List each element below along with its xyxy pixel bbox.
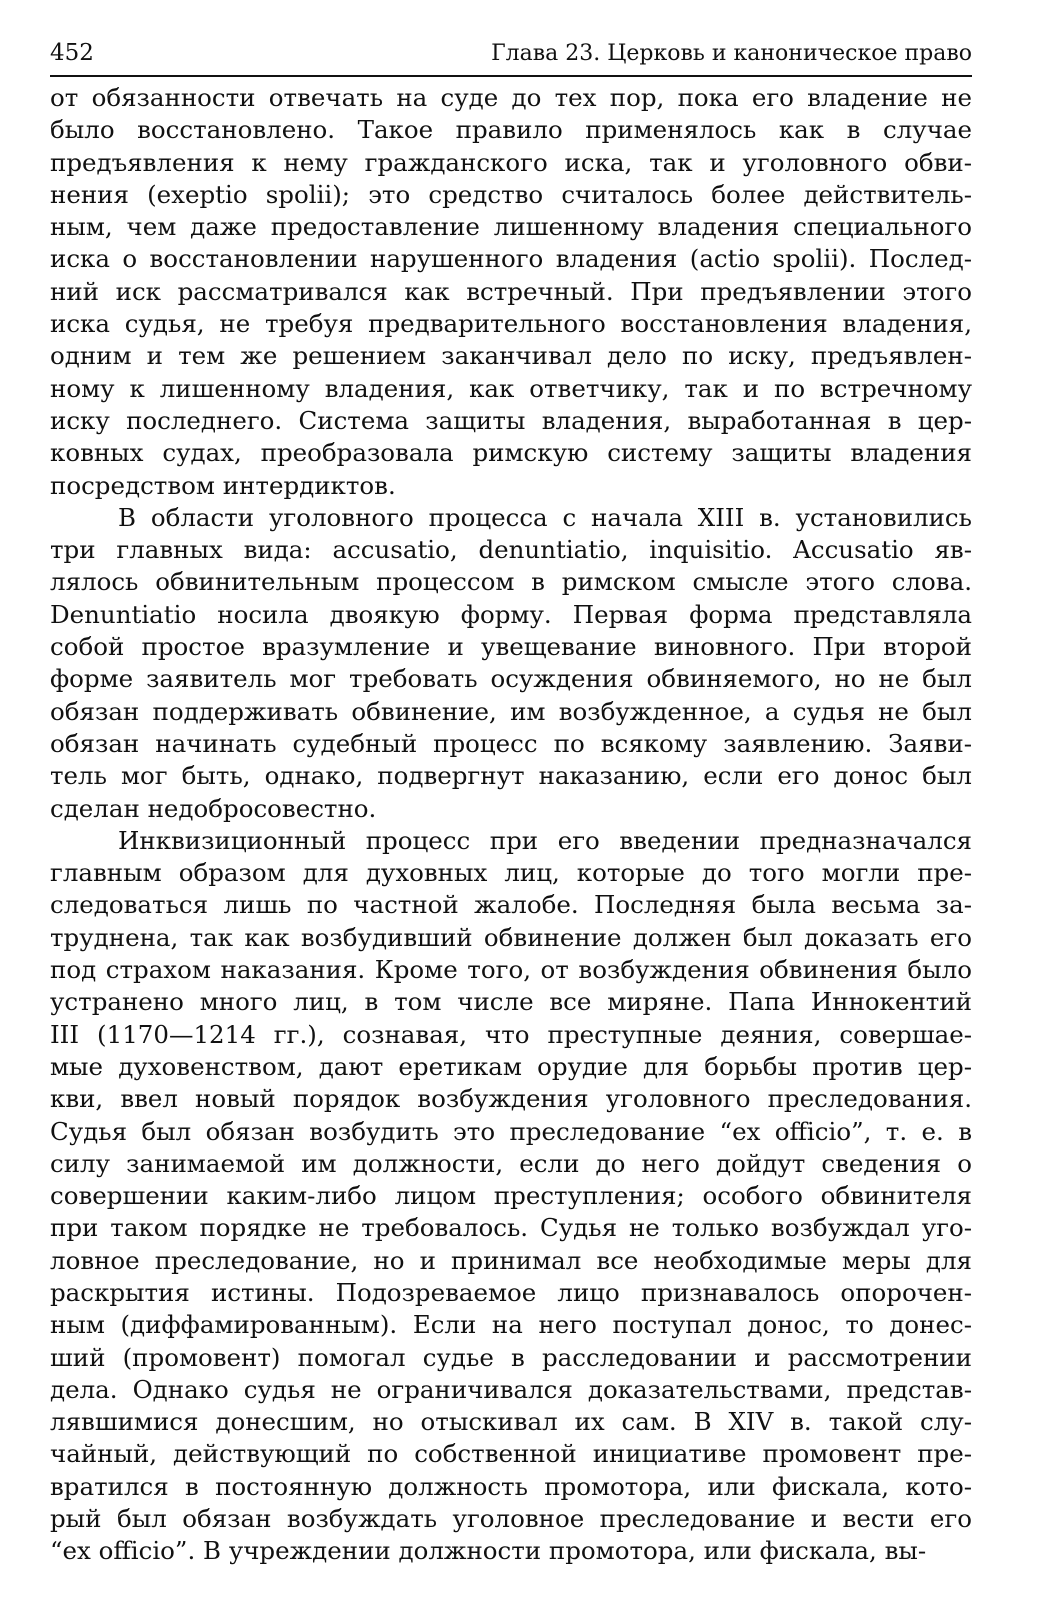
text-line: чайный, действующий по собственной инициативе промовент пре-: [50, 1439, 972, 1469]
text-line: иска судья, не требуя предварительного восстановления владения,: [50, 309, 972, 339]
text-line: ший (промовент) помогал судье в расследовании и рассмотрении: [50, 1342, 972, 1372]
text-line: обязан начинать судебный процесс по всякому заявлению. Заяви-: [50, 728, 972, 758]
text-line: совершении каким-либо лицом преступления; особого обвинителя: [50, 1181, 972, 1211]
text-line: Инквизиционный процесс при его введении предназначался: [118, 825, 972, 855]
text-line: “ex officio”. В учреждении должности промотора, или фискала, вы-: [50, 1536, 927, 1566]
paragraph: [50, 825, 972, 1568]
text-line: В области уголовного процесса с начала XIII в. установились: [118, 502, 972, 532]
text-line: ний иск рассматривался как встречный. При предъявлении этого: [50, 276, 972, 306]
text-line: силу занимаемой им должности, если до него дойдут сведения о: [50, 1148, 972, 1178]
text-line: тель мог быть, однако, подвергнут наказанию, если его донос был: [50, 761, 972, 791]
book-page: [50, 38, 972, 1568]
text-line: Denuntiatio носила двоякую форму. Первая форма представляла: [50, 599, 972, 629]
text-line: ковных судах, преобразовала римскую систему защиты владения: [50, 438, 972, 468]
text-line: дела. Однако судья не ограничивался доказательствами, представ-: [50, 1374, 972, 1404]
text-line: труднена, так как возбудивший обвинение должен был доказать его: [50, 922, 972, 952]
text-line: устранено много лиц, в том числе все миряне. Папа Иннокентий: [50, 987, 972, 1017]
text-line: форме заявитель мог требовать осуждения обвиняемого, но не был: [50, 664, 972, 694]
text-line: при таком порядке не требовалось. Судья не только возбуждал уго-: [50, 1213, 972, 1243]
text-line: обязан поддерживать обвинение, им возбужденное, а судья не был: [50, 696, 972, 726]
running-title: Глава 23. Церковь и каноническое право: [491, 41, 972, 66]
text-line: иску последнего. Система защиты владения, выработанная в цер-: [50, 405, 972, 435]
text-line: одним и тем же решением заканчивал дело по иску, предъявлен-: [50, 341, 972, 371]
text-line: ным (диффамированным). Если на него поступал донос, то донес-: [50, 1310, 972, 1340]
running-header: [50, 38, 972, 77]
text-line: было восстановлено. Такое правило применялось как в случае: [50, 115, 972, 145]
text-line: мые духовенством, дают еретикам орудие для борьбы против цер-: [50, 1051, 972, 1081]
text-line: рый был обязан возбуждать уголовное преследование и вести его: [50, 1504, 972, 1534]
text-line: иска о восстановлении нарушенного владения (actio spolii). Послед-: [50, 244, 972, 274]
text-line: лявшимися донесшим, но отыскивал их сам. В XIV в. такой слу-: [50, 1407, 972, 1437]
text-line: под страхом наказания. Кроме того, от возбуждения обвинения было: [50, 955, 972, 985]
text-line: нения (exeptio spolii); это средство считалось более действитель-: [50, 179, 972, 209]
text-line: вратился в постоянную должность промотора, или фискала, кото-: [50, 1471, 972, 1501]
body-text: [50, 82, 972, 1568]
text-line: от обязанности отвечать на суде до тех пор, пока его владение не: [50, 83, 972, 112]
paragraph: [50, 502, 972, 825]
text-line: посредством интердиктов.: [50, 470, 396, 500]
text-line: Судья был обязан возбудить это преследование “ex officio”, т. е. в: [50, 1116, 972, 1146]
text-line: следоваться лишь по частной жалобе. Последняя была весьма за-: [50, 890, 972, 920]
text-line: предъявления к нему гражданского иска, так и уголовного обви-: [50, 147, 972, 177]
text-line: раскрытия истины. Подозреваемое лицо признавалось опорочен-: [50, 1277, 972, 1307]
text-line: лялось обвинительным процессом в римском смысле этого слова.: [50, 567, 972, 597]
text-line: кви, ввел новый порядок возбуждения уголовного преследования.: [50, 1084, 972, 1114]
text-line: ным, чем даже предоставление лишенному владения специального: [50, 212, 972, 242]
page-number: 452: [50, 40, 94, 66]
text-line: ному к лишенному владения, как ответчику, так и по встречному: [50, 373, 972, 403]
text-line: три главных вида: accusatio, denuntiatio, inquisitio. Accusatio яв-: [50, 535, 972, 565]
text-line: сделан недобросовестно.: [50, 793, 377, 823]
paragraph: [50, 82, 972, 502]
text-line: III (1170—1214 гг.), сознавая, что преступные деяния, совершае-: [50, 1019, 972, 1049]
text-line: собой простое вразумление и увещевание виновного. При второй: [50, 632, 972, 662]
text-line: ловное преследование, но и принимал все необходимые меры для: [50, 1245, 972, 1275]
text-line: главным образом для духовных лиц, которые до того могли пре-: [50, 858, 972, 888]
